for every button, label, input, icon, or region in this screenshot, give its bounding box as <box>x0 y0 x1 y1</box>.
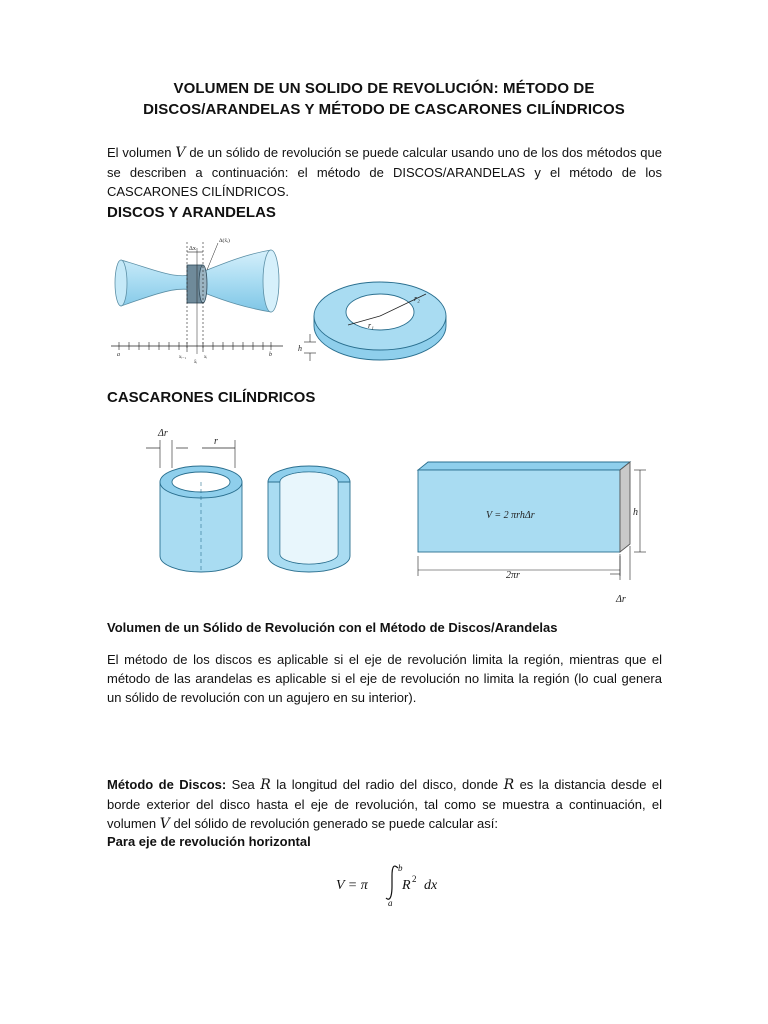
intro-paragraph <box>107 143 662 201</box>
washer-r2-label: r₂ <box>414 294 420 303</box>
intro-text-1: El volumen <box>107 145 172 160</box>
document-title-line-1: VOLUMEN DE UN SOLIDO DE REVOLUCIÓN: MÉTODO DE <box>173 80 595 97</box>
shell-volume-formula: V = 2 πrhΔr <box>486 510 535 521</box>
axis-xi-minus-1-label: xᵢ₋₁ <box>179 355 187 360</box>
washer-r1-label: r₁ <box>368 321 374 330</box>
radius-variable-R: R <box>260 777 271 793</box>
paragraph-volumen-discos: El método de los discos es aplicable si el eje de revolución limita la región, mientras que el método de las arandelas es aplicable si el eje de revolución no limita la región (lo cual genera un sólido de revolución con un agujero en su interior). <box>107 652 662 705</box>
volume-variable-V: V <box>159 816 170 832</box>
cylindrical-shell-figure <box>140 420 650 610</box>
subheading-volumen-discos: Volumen de un Sólido de Revolución con el Método de Discos/Arandelas <box>107 620 558 635</box>
axis-revolution-label: Para eje de revolución horizontal <box>107 834 311 849</box>
axis-b-label: b <box>269 352 272 358</box>
washer-h-label: h <box>298 344 302 353</box>
formula-dx: dx <box>424 878 438 893</box>
shell-delta-r-label-2: Δr <box>616 594 626 605</box>
axis-xi-label: xᵢ <box>204 355 208 360</box>
section-heading-discos: DISCOS Y ARANDELAS <box>107 204 276 221</box>
shell-h-label: h <box>633 507 638 518</box>
formula-upper-limit: b <box>398 863 403 873</box>
washer-figure <box>296 262 464 362</box>
axis-a-label: a <box>117 352 120 358</box>
section-heading-cascarones: CASCARONES CILÍNDRICOS <box>107 389 316 406</box>
document-title-line-2: DISCOS/ARANDELAS Y MÉTODO DE CASCARONES CILÍNDRICOS <box>143 101 625 118</box>
formula-exponent: 2 <box>412 874 417 884</box>
formula-lhs: V = π <box>336 878 368 893</box>
axis-xbar-label: x̄ᵢ <box>194 360 198 364</box>
paragraph-metodo-discos: Método de Discos: Sea R la longitud del radio del disco, donde R es la distancia desde el borde exterior del disco hasta el eje de revolución, tal como se muestra a continuación, el volumen V del sólido de revolución generado se puede calcular así: <box>107 777 662 832</box>
formula-integrand: R <box>402 878 411 893</box>
formula-lower-limit: a <box>388 898 393 908</box>
radius-variable-R-2: R <box>503 777 515 793</box>
delta-x-label: Δx <box>189 246 196 252</box>
intro-text-2: de un sólido de revolución se puede calcular usando uno de los dos métodos que se describen a continuación: el método de DISCOS/ARANDELAS y el método de los CASCARONES CILÍNDRICOS. <box>107 145 662 199</box>
disc-volume-formula <box>330 862 470 908</box>
volume-variable: V <box>175 145 186 161</box>
shell-2pi-r-label: 2πr <box>506 570 520 581</box>
delta-x-bar-label: Δ(x̄ᵢ) <box>219 238 230 244</box>
metodo-discos-label: Método de Discos: <box>107 777 227 792</box>
disc-slice-figure <box>107 232 287 364</box>
shell-delta-r-label: Δr <box>158 428 168 439</box>
shell-r-label: r <box>214 436 218 447</box>
